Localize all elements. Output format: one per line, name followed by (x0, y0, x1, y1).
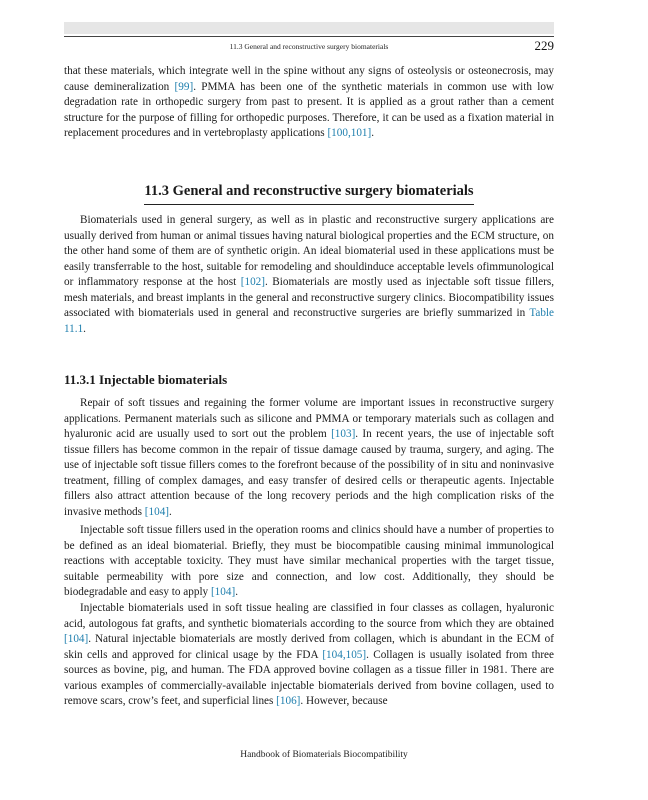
text-run: . (83, 322, 86, 335)
text-run: . (371, 127, 375, 139)
text-run: . PMMA has been one of the synthetic materials in common use with low degradation rate in orthopedic surgery from past to present. It is applied as a grout rather than a cement structure for the purpose of filling for orthopedic purposes. Therefore, it can be used as a fixation material in replacement procedures and in vertebroplasty applications (64, 80, 554, 139)
page-number: 229 (534, 38, 554, 53)
citation-link[interactable]: [99] (174, 80, 194, 93)
section-heading: 11.3 General and reconstructive surgery biomaterials (144, 183, 473, 205)
text-run: Injectable soft tissue fillers used in the operation rooms and clinics should have a number of properties to be defined as an ideal biomaterial. Briefly, they must be biocompatible causing minimal immunological reactions with acceptable toxicity. They must have similar mechanical properties with the target tissue, suitable permeability with pore size and connection, and low cost. Additionally, they should be biodegradable and easy to apply (64, 524, 554, 598)
subsection-heading: 11.3.1 Injectable biomaterials (64, 372, 228, 387)
text-run: . Collagen is usually isolated from three sources as bovine, pig, and human. The FDA approved bovine collagen as a tissue filler in 1981. There are various examples of commercially-available injectable biomaterials derived from bovine collagen, used to remove scars, crow’s feet, and superficial lines (64, 648, 554, 707)
citation-link[interactable]: [106] (276, 695, 301, 707)
section-heading-container (64, 182, 554, 217)
text-run: . Biomaterials are mostly used as injectable soft tissue fillers, mesh materials, and breast implants in the general and reconstructive surgery clinics. Biocompatibility issues associated with biomaterials used in general and reconstructive surgeries are briefly summarized in (64, 276, 555, 319)
table-reference-link[interactable]: Table 11.1 (64, 307, 554, 335)
citation-link[interactable]: [100,101] (327, 127, 372, 139)
subsection-paragraph-1 (64, 396, 554, 520)
subsection-paragraph-3 (64, 601, 554, 710)
citation-link[interactable]: [104] (144, 505, 170, 518)
text-run: Injectable biomaterials used in soft tissue healing are classified in four classes as collagen, hyaluronic acid, autologous fat grafts, and synthetic biomaterials according to the source from which they are obtained (64, 602, 554, 630)
subsection-paragraph-2 (64, 523, 554, 601)
citation-link[interactable]: [103] (331, 428, 356, 440)
citation-link[interactable]: [102] (240, 276, 265, 288)
text-run: Repair of soft tissues and regaining the former volume are important issues in reconstructive surgery applications. Permanent materials such as silicone and PMMA or temporary materials such as collagen and hyaluronic acid are usually used to sort out the problem (64, 397, 554, 440)
text-run: that these materials, which integrate well in the spine without any signs of osteolysis or osteonecrosis, may cause demineralization (64, 65, 554, 93)
section-paragraph (64, 213, 554, 337)
page-footer: Handbook of Biomaterials Biocompatibility (240, 750, 408, 760)
citation-link[interactable]: [104] (210, 586, 236, 598)
citation-link[interactable]: [104] (64, 633, 89, 645)
text-run: . (169, 505, 172, 518)
header-shade-bar (64, 22, 554, 34)
text-run: . In recent years, the use of injectable soft tissue fillers has become common in the repair of tissue damage caused by trauma, surgery, and aging. The use of injectable soft tissue fillers comes to the forefront because of the possibility of in situ and noninvasive treatment, filling of complex damages, and easy transfer of desired cells or therapeutic agents. Injectable fillers also attract attention because of the long recovery periods and the high complication risks of the invasive methods (64, 428, 554, 518)
text-run: Biomaterials used in general surgery, as well as in plastic and reconstructive surgery applications are usually derived from human or animal tissues having natural biological properties and the ECM structure, on the other hand some of them are of synthetic origin. An ideal biomaterial used in these applications must be easily transferrable to the host, suitable for remodeling and shouldinduce acceptable levels ofimmunological or inflammatory response at the host (64, 214, 554, 288)
intro-paragraph (64, 64, 554, 142)
text-run: . However, because (300, 695, 388, 707)
running-header (64, 36, 554, 55)
text-run: . (235, 586, 238, 598)
text-run: . Natural injectable biomaterials are mostly derived from collagen, which is abundant in the ECM of skin cells and approved for clinical usage by the FDA (64, 633, 554, 661)
citation-link[interactable]: [104,105] (322, 648, 367, 661)
running-title: 11.3 General and reconstructive surgery biomaterials (229, 42, 389, 51)
